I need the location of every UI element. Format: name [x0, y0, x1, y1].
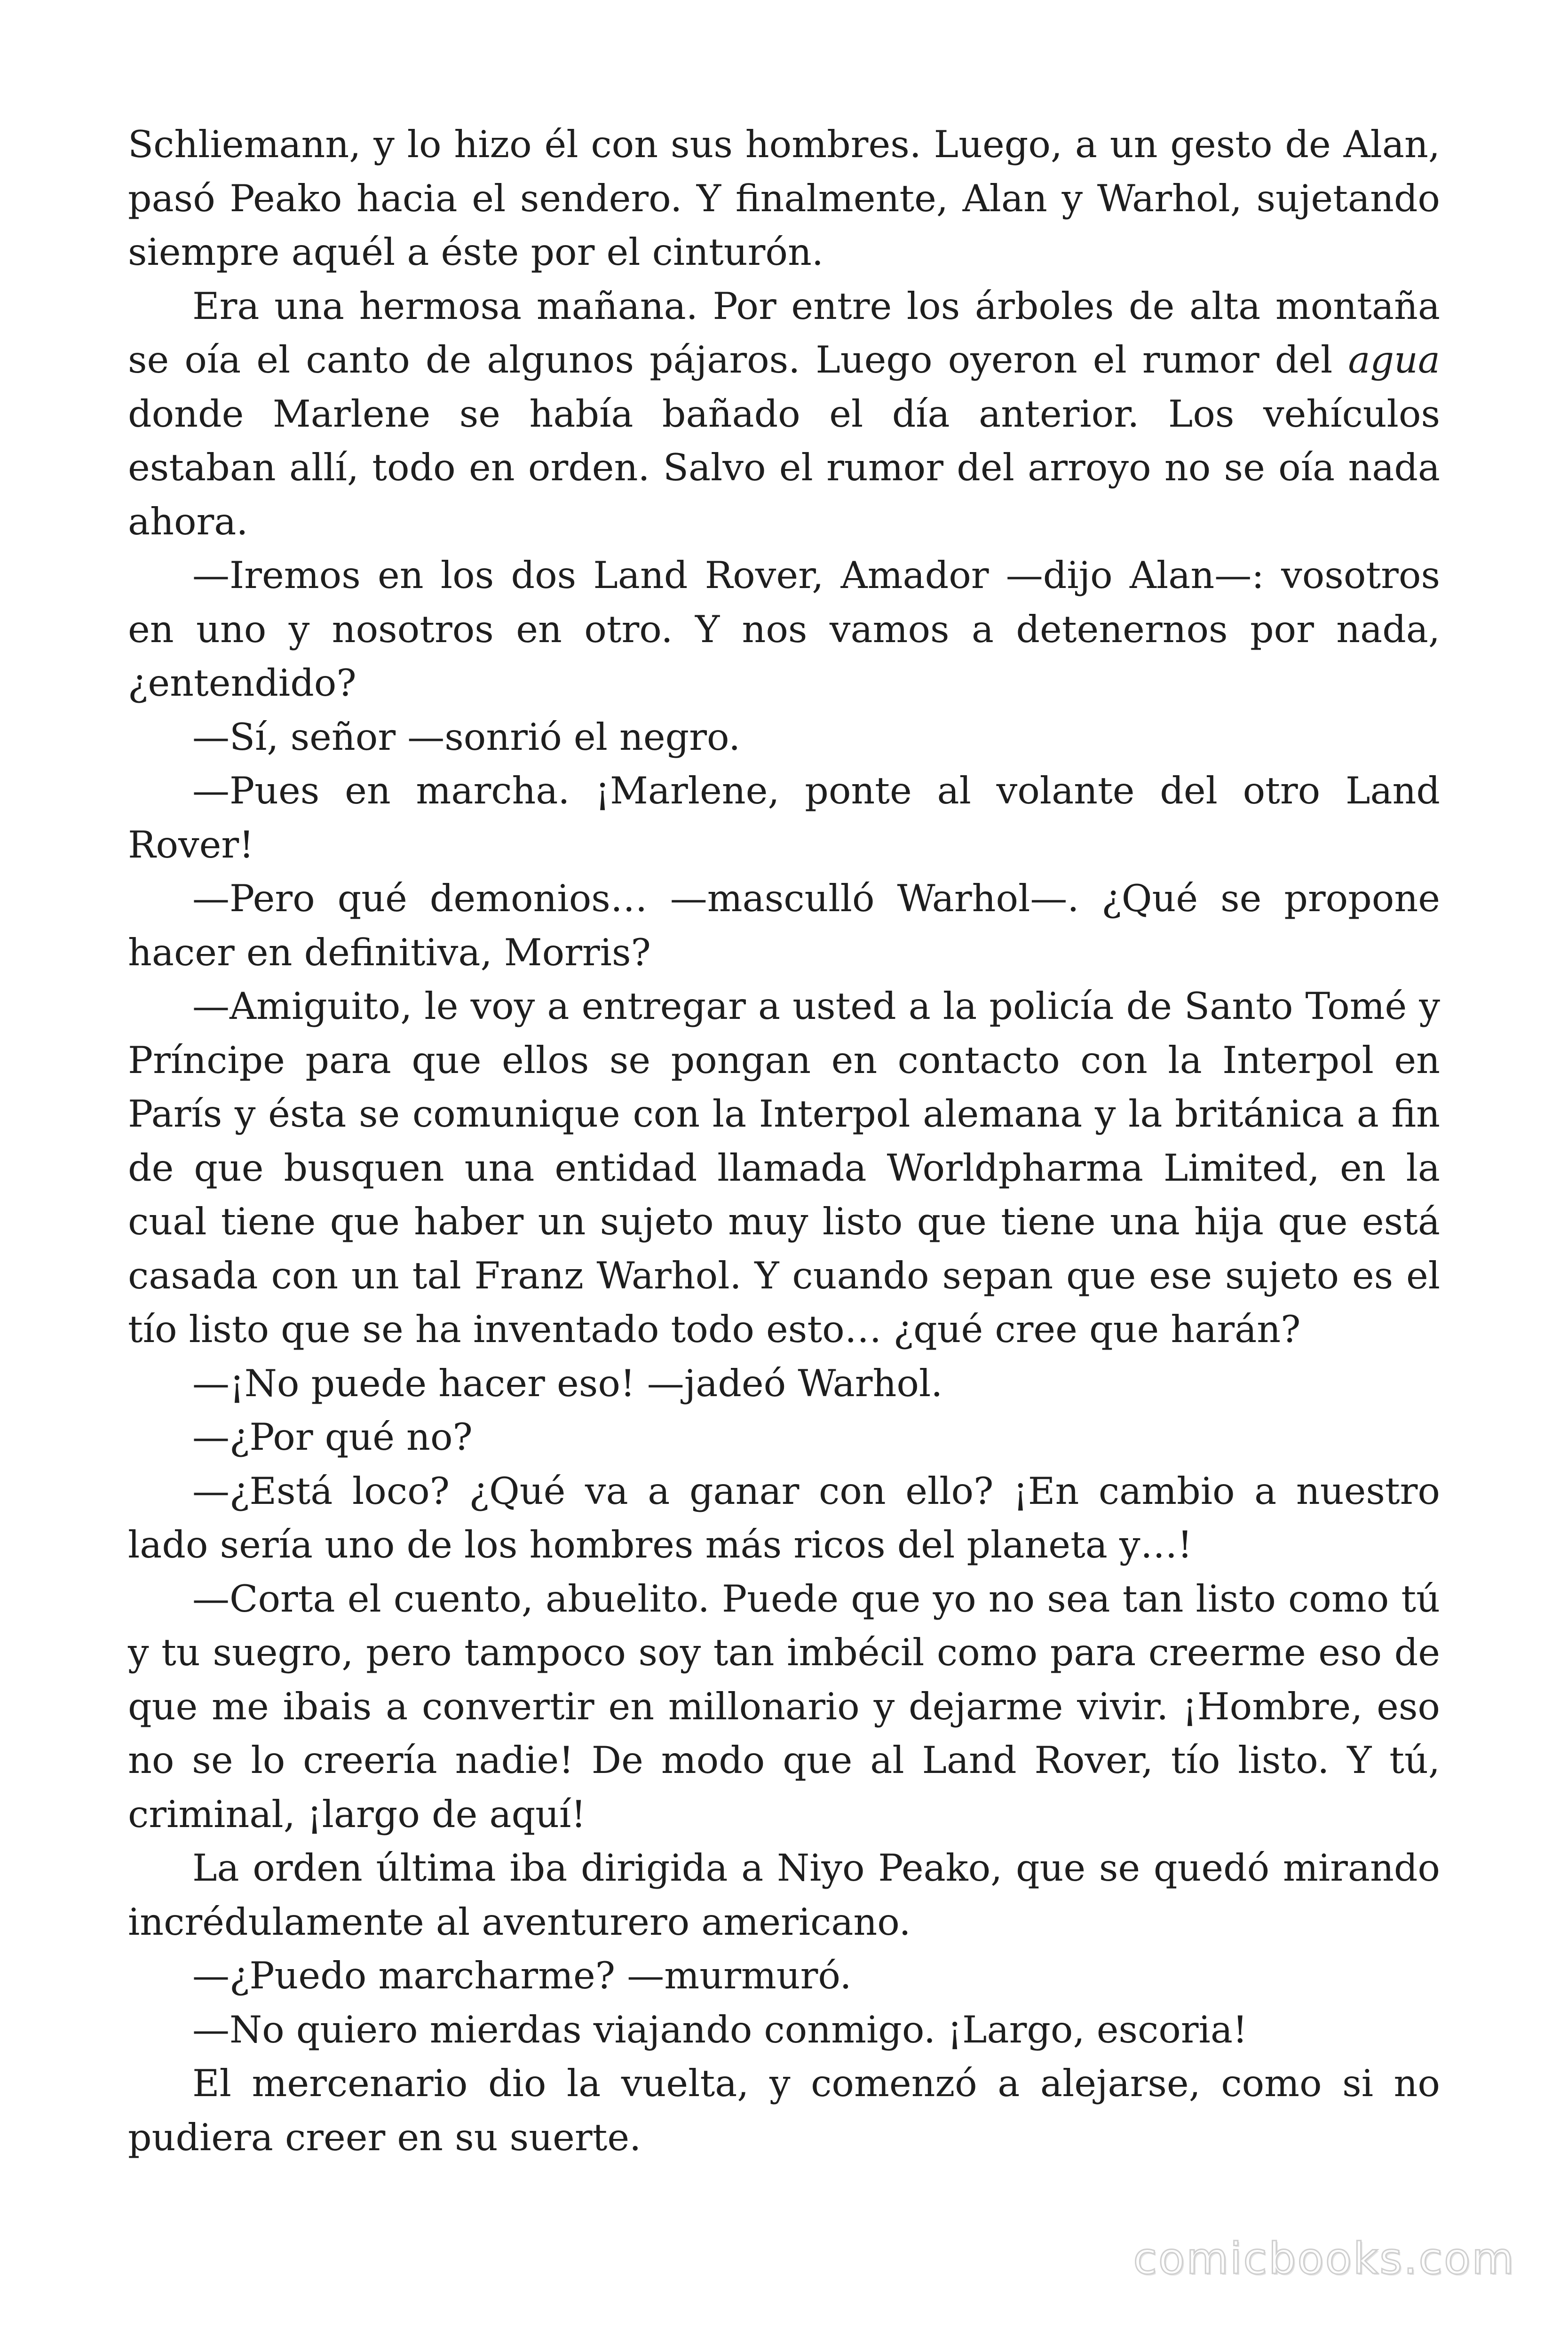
- paragraph: —¿Está loco? ¿Qué va a ganar con ello? ¡En cambio a nuestro lado sería uno de los hombres más ricos del planeta y…!: [128, 1469, 1440, 1566]
- emphasis: agua: [1348, 338, 1440, 381]
- paragraph: —Pero qué demonios… —masculló Warhol—. ¿Qué se propone hacer en definitiva, Morris?: [128, 877, 1440, 974]
- paragraph: La orden última iba dirigida a Niyo Peako, que se quedó mirando incrédulamente al aventurero americano.: [128, 1846, 1440, 1944]
- paragraph: Schliemann, y lo hizo él con sus hombres. Luego, a un gesto de Alan, pasó Peako hacia el sendero. Y finalmente, Alan y Warhol, sujetando siempre aquél a éste por el cinturón.: [128, 123, 1440, 274]
- paragraph: —¿Por qué no?: [192, 1415, 473, 1459]
- paragraph: —Sí, señor —sonrió el negro.: [192, 715, 741, 759]
- paragraph: —¿Puedo marcharme? —murmuró.: [192, 1954, 852, 1997]
- watermark: comicbooks.com: [1133, 2233, 1515, 2284]
- paragraph: Era una hermosa mañana. Por entre los árboles de alta montaña se oía el canto de algunos pájaros. Luego oyeron el rumor del agua donde Marlene se había bañado el día anterior. Los vehículos estaban allí, todo en orden. Salvo el rumor del arroyo no se oía nada ahora.: [128, 284, 1440, 543]
- paragraph: —Amiguito, le voy a entregar a usted a la policía de Santo Tomé y Príncipe para que ellos se pongan en contacto con la Interpol en París y ésta se comunique con la Interpol alemana y la británica a fin de que busquen una entidad llamada Worldpharma Limited, en la cual tiene que haber un sujeto muy listo que tiene una hija que está casada con un tal Franz Warhol. Y cuando sepan que ese sujeto es el tío listo que se ha inventado todo esto… ¿qué cree que harán?: [128, 985, 1440, 1351]
- body-text: [128, 118, 1440, 2164]
- paragraph: —Corta el cuento, abuelito. Puede que yo no sea tan listo como tú y tu suegro, pero tampoco soy tan imbécil como para creerme eso de que me ibais a convertir en millonario y dejarme vivir. ¡Hombre, eso no se lo creería nadie! De modo que al Land Rover, tío listo. Y tú, criminal, ¡largo de aquí!: [128, 1577, 1440, 1836]
- paragraph: El mercenario dio la vuelta, y comenzó a alejarse, como si no pudiera creer en su suerte.: [128, 2062, 1440, 2159]
- paragraph: —¡No puede hacer eso! —jadeó Warhol.: [192, 1361, 943, 1405]
- paragraph: —Iremos en los dos Land Rover, Amador —dijo Alan—: vosotros en uno y nosotros en otro. Y nos vamos a detenernos por nada, ¿entendido?: [128, 554, 1440, 705]
- paragraph: —Pues en marcha. ¡Marlene, ponte al volante del otro Land Rover!: [128, 769, 1440, 866]
- paragraph: —No quiero mierdas viajando conmigo. ¡Largo, escoria!: [192, 2008, 1248, 2051]
